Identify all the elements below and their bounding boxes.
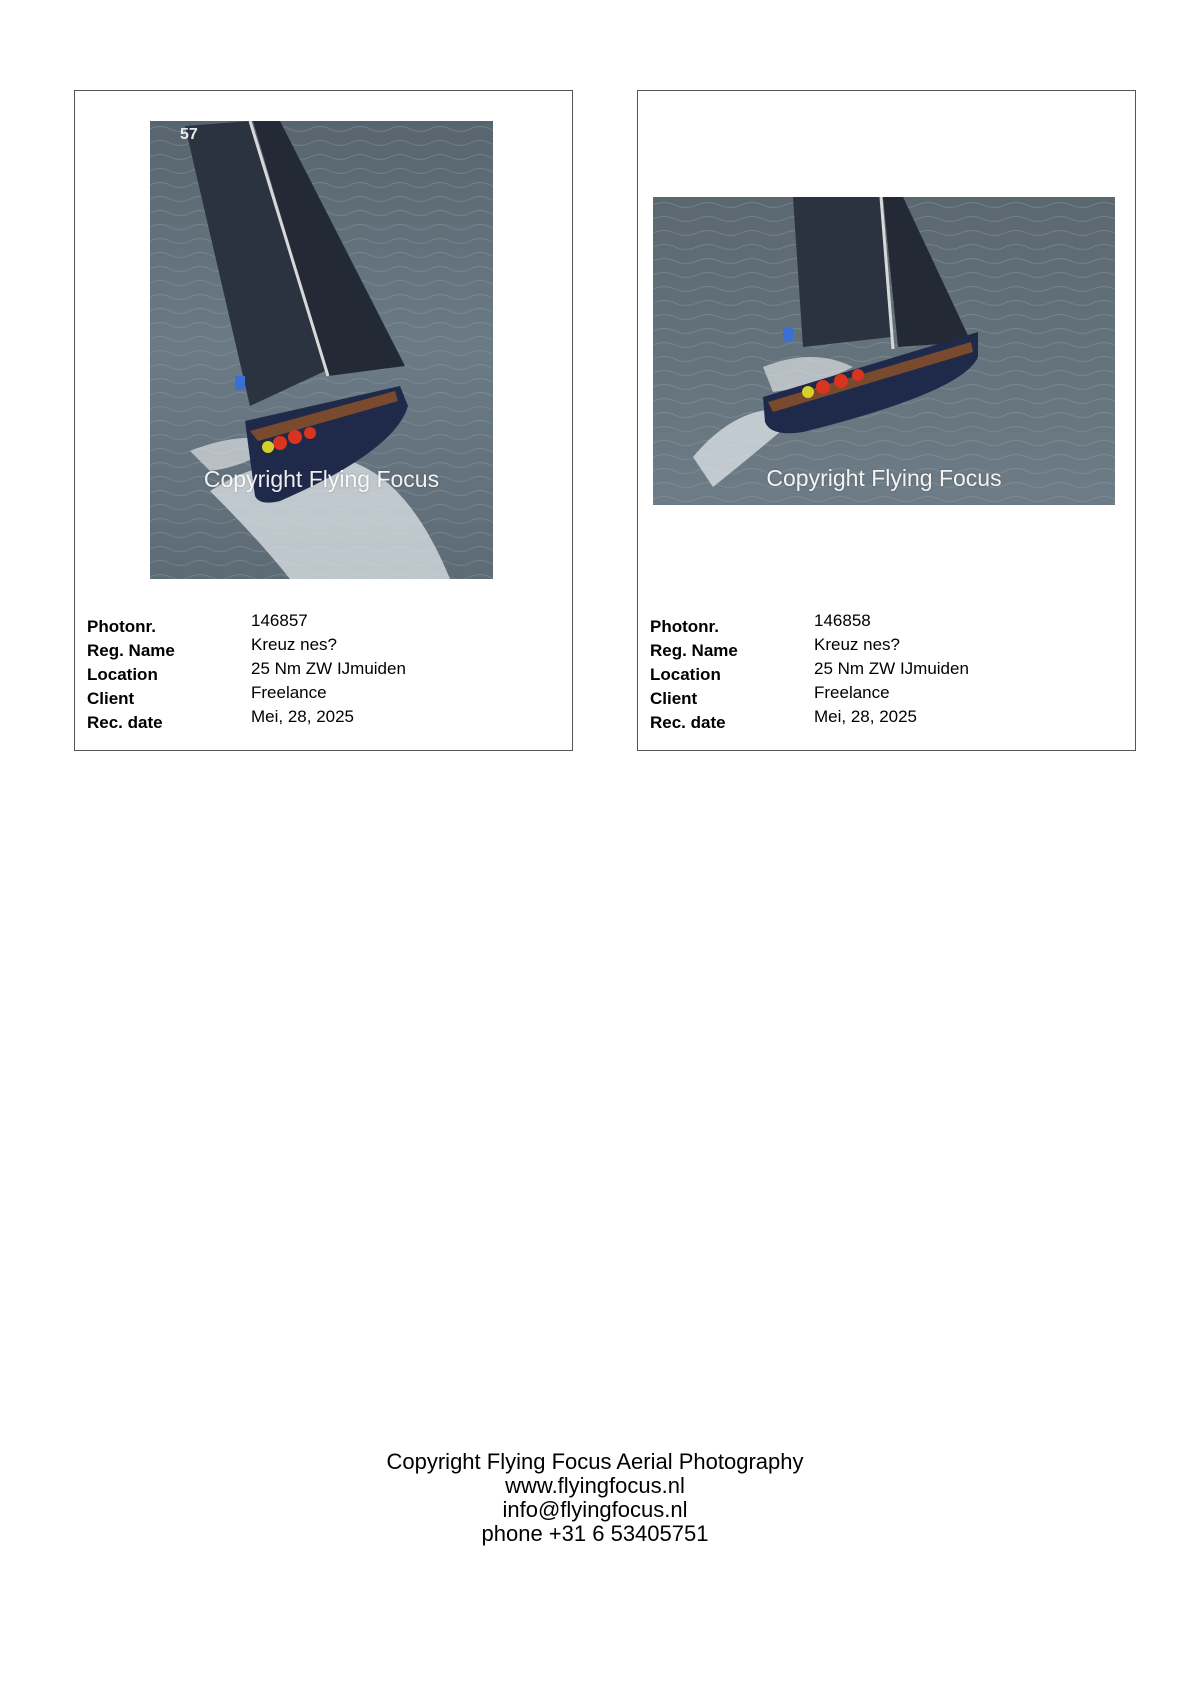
metadata-row-client	[87, 683, 557, 707]
field-value: Mei, 28, 2025	[814, 707, 918, 726]
field-label: Location	[650, 665, 721, 684]
metadata-row-reg-name	[650, 635, 1120, 659]
field-label: Client	[87, 689, 135, 708]
photo-card-1	[74, 90, 573, 751]
photo-card-2	[637, 90, 1136, 751]
field-value: Freelance	[251, 683, 327, 702]
footer-email-link[interactable]: info@flyingfocus.nl	[502, 1497, 688, 1522]
field-value: Kreuz nes?	[251, 635, 337, 654]
field-value: Freelance	[814, 683, 890, 702]
photo-metadata	[87, 611, 557, 731]
sailboat-photo-2[interactable]	[653, 197, 1115, 505]
metadata-row-location	[650, 659, 1120, 683]
watermark-text: Copyright Flying Focus	[766, 465, 1002, 491]
metadata-row-photonr	[650, 611, 1120, 635]
field-label: Reg. Name	[650, 641, 738, 660]
metadata-row-reg-name	[87, 635, 557, 659]
metadata-row-photonr	[87, 611, 557, 635]
watermark-text: Copyright Flying Focus	[203, 466, 440, 492]
footer-contact	[0, 1450, 1190, 1546]
field-label: Rec. date	[650, 713, 726, 732]
field-value: 25 Nm ZW IJmuiden	[251, 659, 406, 678]
sailboat-photo-1[interactable]	[150, 121, 493, 579]
field-label: Rec. date	[87, 713, 163, 732]
field-label: Client	[650, 689, 698, 708]
field-label: Reg. Name	[87, 641, 175, 660]
field-label: Location	[87, 665, 158, 684]
footer-phone: phone +31 6 53405751	[481, 1521, 709, 1546]
field-value: 146858	[814, 611, 871, 630]
metadata-row-client	[650, 683, 1120, 707]
footer-copyright: Copyright Flying Focus Aerial Photography	[386, 1449, 804, 1474]
field-label: Photonr.	[87, 617, 156, 636]
metadata-row-rec-date	[650, 707, 1120, 731]
metadata-row-rec-date	[87, 707, 557, 731]
metadata-row-location	[87, 659, 557, 683]
sail-number-text: 57	[180, 126, 198, 143]
footer-website-link[interactable]: www.flyingfocus.nl	[505, 1473, 685, 1498]
field-value: 146857	[251, 611, 308, 630]
field-value: Mei, 28, 2025	[251, 707, 355, 726]
sailboat-image-1	[150, 121, 493, 579]
photo-metadata	[650, 611, 1120, 731]
field-value: 25 Nm ZW IJmuiden	[814, 659, 969, 678]
field-label: Photonr.	[650, 617, 719, 636]
field-value: Kreuz nes?	[814, 635, 900, 654]
sailboat-image-2	[653, 197, 1115, 505]
